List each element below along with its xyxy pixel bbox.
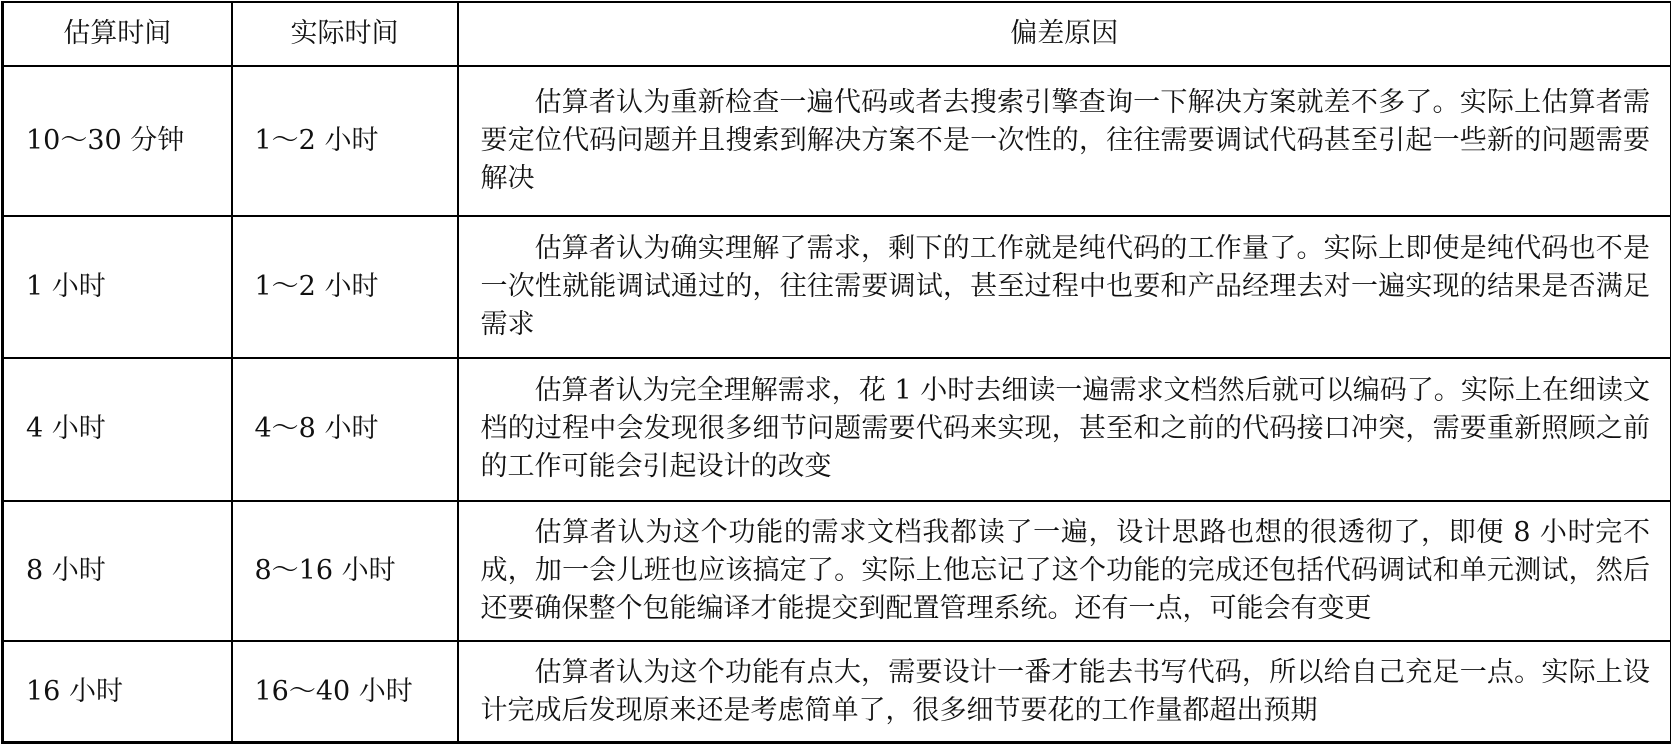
- estimated-time-cell: 4 小时: [3, 358, 232, 501]
- actual-time-cell: 1～2 小时: [232, 216, 458, 358]
- estimation-deviation-table: [1, 1, 1671, 744]
- header-deviation-reason: 偏差原因: [458, 2, 1671, 66]
- actual-time-cell: 1～2 小时: [232, 66, 458, 216]
- table-header-row: [3, 2, 1671, 66]
- header-estimated-time: 估算时间: [3, 2, 232, 66]
- estimated-time-cell: 1 小时: [3, 216, 232, 358]
- deviation-reason-cell: 估算者认为完全理解需求，花 1 小时去细读一遍需求文档然后就可以编码了。实际上在细读文档的过程中会发现很多细节问题需要代码来实现，甚至和之前的代码接口冲突，需要重新照顾之前的工作可能会引起设计的改变: [458, 358, 1671, 501]
- table-row: [3, 501, 1671, 642]
- estimated-time-cell: 16 小时: [3, 641, 232, 742]
- deviation-reason-cell: 估算者认为这个功能有点大，需要设计一番才能去书写代码，所以给自己充足一点。实际上设计完成后发现原来还是考虑简单了，很多细节要花的工作量都超出预期: [458, 641, 1671, 742]
- table-row: [3, 216, 1671, 358]
- actual-time-cell: 8～16 小时: [232, 501, 458, 642]
- table-row: [3, 358, 1671, 501]
- estimated-time-cell: 8 小时: [3, 501, 232, 642]
- table-row: [3, 641, 1671, 742]
- actual-time-cell: 4～8 小时: [232, 358, 458, 501]
- deviation-reason-cell: 估算者认为重新检查一遍代码或者去搜索引擎查询一下解决方案就差不多了。实际上估算者需要定位代码问题并且搜索到解决方案不是一次性的，往往需要调试代码甚至引起一些新的问题需要解决: [458, 66, 1671, 216]
- table-row: [3, 66, 1671, 216]
- actual-time-cell: 16～40 小时: [232, 641, 458, 742]
- header-actual-time: 实际时间: [232, 2, 458, 66]
- deviation-reason-cell: 估算者认为确实理解了需求，剩下的工作就是纯代码的工作量了。实际上即使是纯代码也不是一次性就能调试通过的，往往需要调试，甚至过程中也要和产品经理去对一遍实现的结果是否满足需求: [458, 216, 1671, 358]
- estimated-time-cell: 10～30 分钟: [3, 66, 232, 216]
- deviation-reason-cell: 估算者认为这个功能的需求文档我都读了一遍，设计思路也想的很透彻了，即便 8 小时完不成，加一会儿班也应该搞定了。实际上他忘记了这个功能的完成还包括代码调试和单元测试，然后还要确保整个包能编译才能提交到配置管理系统。还有一点，可能会有变更: [458, 501, 1671, 642]
